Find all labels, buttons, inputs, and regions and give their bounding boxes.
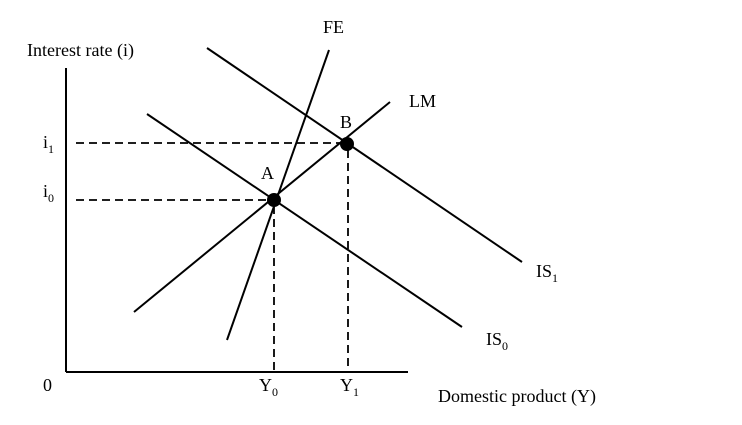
fe-label: FE: [323, 17, 345, 37]
lm-label: LM: [409, 91, 436, 111]
origin-label: 0: [43, 375, 52, 395]
y-axis-label: Interest rate (i): [27, 40, 134, 60]
is0-curve: [147, 114, 462, 327]
y0-tick-label: $Y_0$: [259, 375, 278, 399]
i0-tick-label: $i_0$: [43, 181, 55, 205]
point-a-marker: [267, 193, 281, 207]
point-b-marker: [340, 137, 354, 151]
is0-label: $IS_0$: [486, 329, 509, 353]
i1-tick-label: $i_1$: [43, 132, 55, 156]
y1-tick-label: $Y_1$: [340, 375, 359, 399]
is1-curve: [207, 48, 522, 262]
point-a-label: A: [261, 163, 274, 183]
x-axis-label: Domestic product (Y): [438, 386, 596, 406]
point-b-label: B: [340, 112, 353, 132]
lm-curve: [134, 102, 390, 312]
is1-label: $IS_1$: [536, 261, 559, 285]
